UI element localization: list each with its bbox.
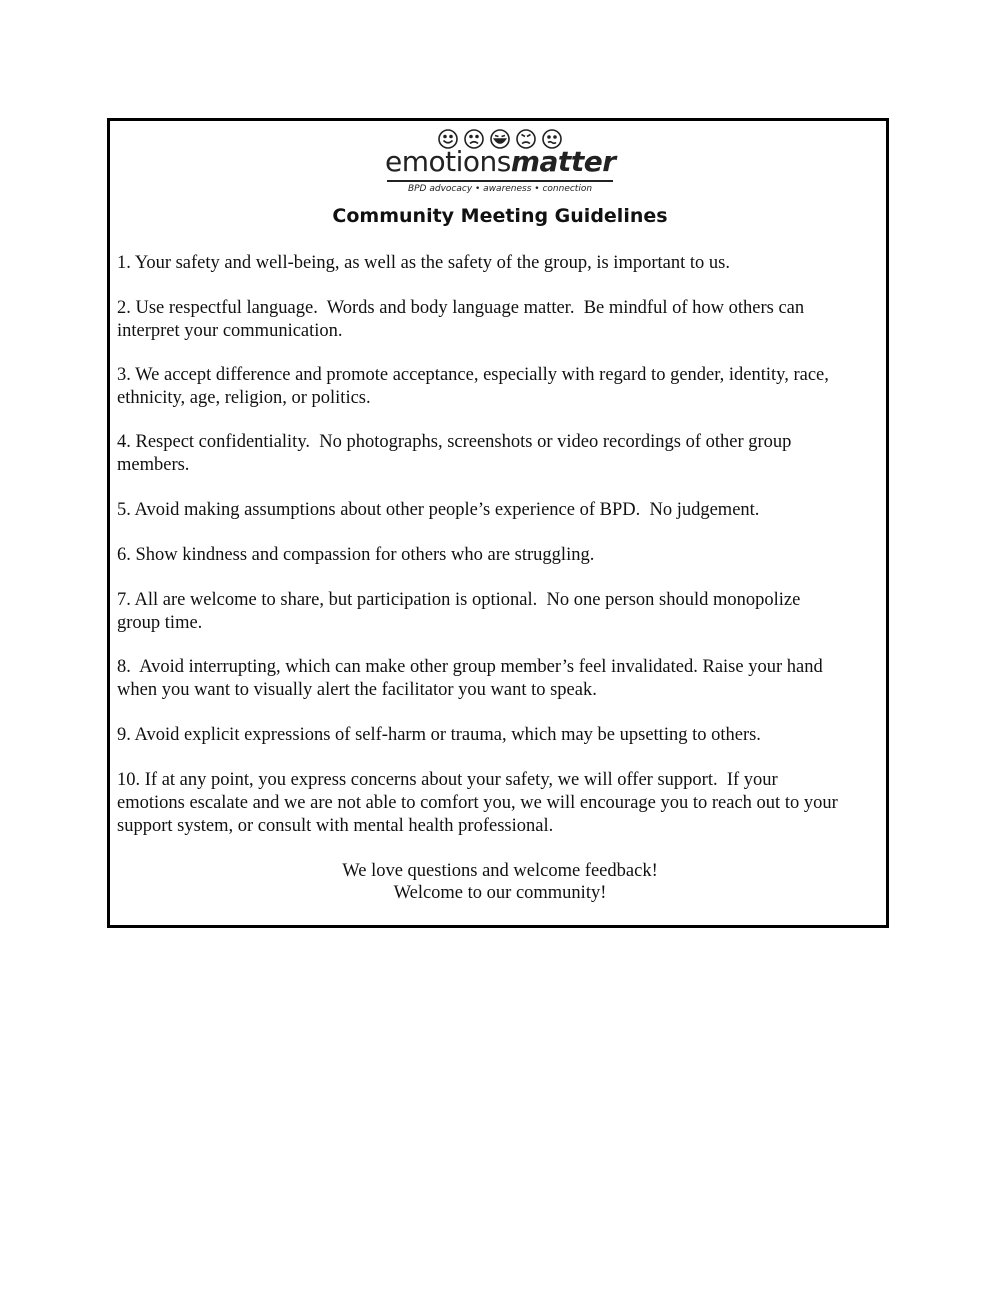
guideline-item: 10. If at any point, you express concerns about your safety, we will offer support. If your emotions escalate and we are not able to comfort you, we will encourage you to reach out to your support system, or consult with mental health professional. bbox=[117, 770, 838, 836]
guideline-item: 9. Avoid explicit expressions of self-harm or trauma, which may be upsetting to others. bbox=[117, 725, 761, 745]
closing-feedback-line: We love questions and welcome feedback! bbox=[342, 861, 658, 881]
guideline-item: 8. Avoid interrupting, which can make other group member’s feel invalidated. Raise your hand when you want to visually alert the facilitator you want to speak. bbox=[117, 657, 823, 700]
logo-word-light: emotions bbox=[385, 145, 511, 178]
logo-tagline: BPD advocacy • awareness • connection bbox=[407, 184, 593, 194]
guideline-item: 6. Show kindness and compassion for others who are struggling. bbox=[117, 545, 595, 565]
page-title: Community Meeting Guidelines bbox=[332, 205, 668, 227]
logo-divider bbox=[387, 180, 613, 182]
emotions-matter-logo bbox=[385, 122, 615, 198]
guideline-item: 4. Respect confidentiality. No photographs, screenshots or video recordings of other group members. bbox=[117, 432, 792, 475]
guideline-item: 5. Avoid making assumptions about other people’s experience of BPD. No judgement. bbox=[117, 500, 760, 520]
logo-word-bold: matter bbox=[510, 145, 616, 178]
guideline-item: 7. All are welcome to share, but participation is optional. No one person should monopolize group time. bbox=[117, 590, 801, 633]
closing-welcome-line: Welcome to our community! bbox=[393, 883, 607, 903]
logo-wordmark bbox=[385, 146, 615, 178]
guideline-item: 3. We accept difference and promote acceptance, especially with regard to gender, identity, race, ethnicity, age, religion, or politics. bbox=[117, 365, 829, 408]
guideline-item: 1. Your safety and well-being, as well as the safety of the group, is important to us. bbox=[117, 253, 730, 273]
guideline-item: 2. Use respectful language. Words and body language matter. Be mindful of how others can interpret your communication. bbox=[117, 298, 805, 341]
